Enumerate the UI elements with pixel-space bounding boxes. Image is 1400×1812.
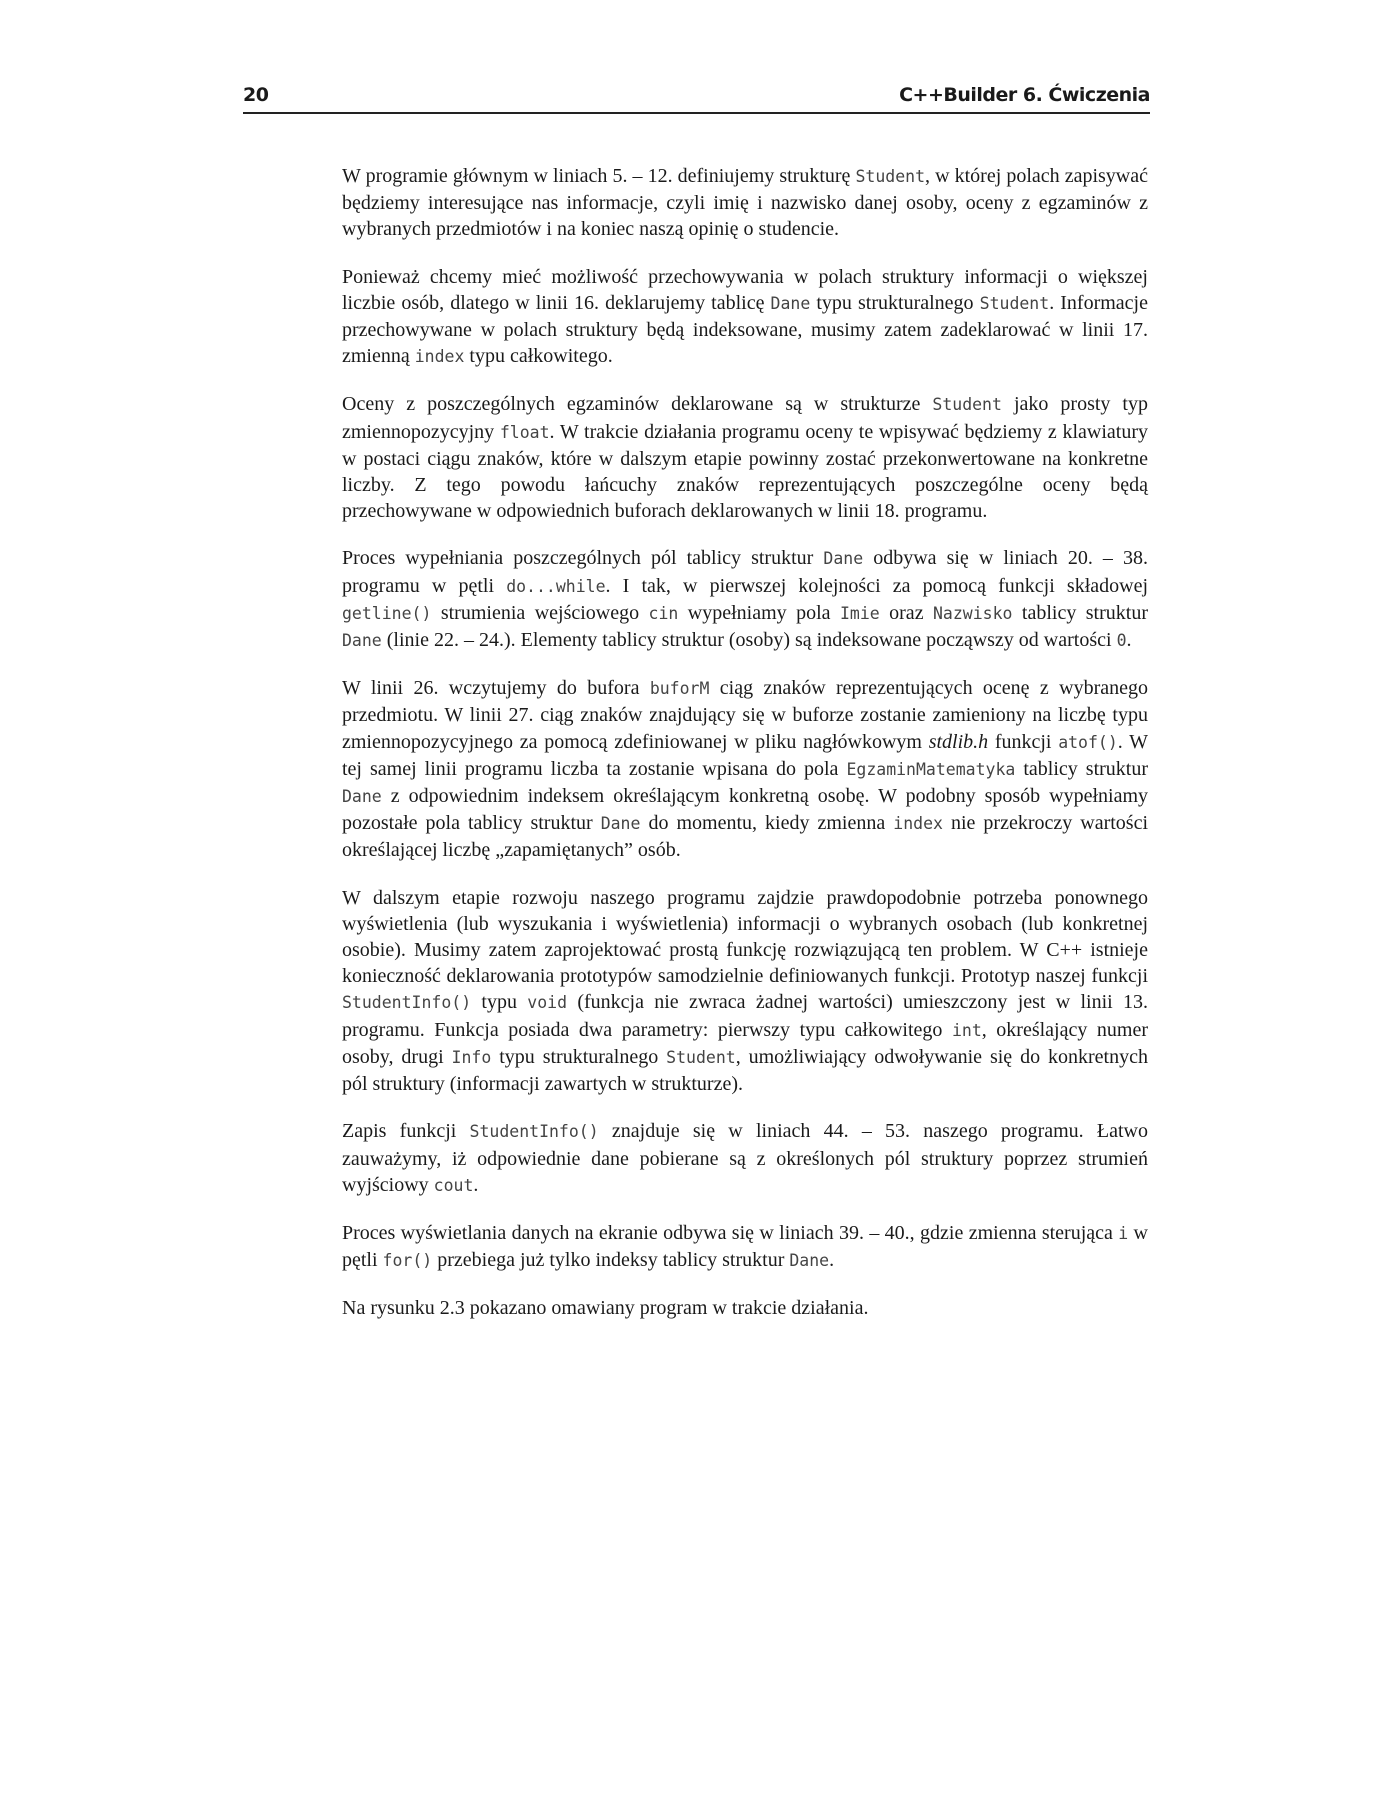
text-run: typu całkowitego. xyxy=(464,345,613,368)
inline-code: float xyxy=(499,422,550,442)
text-run: (funkcja nie zwraca żadnej wartości) umieszczony jest w linii 13. programu. Funkcja posiada dwa parametry: pierwszy typu całkowitego xyxy=(342,991,1149,1041)
paragraph xyxy=(342,264,1148,371)
body-text xyxy=(342,163,1148,1343)
inline-code: StudentInfo() xyxy=(469,1122,599,1142)
text-run: tablicy struktur xyxy=(1012,601,1148,624)
page-header xyxy=(243,84,1150,114)
text-run: ciąg znaków reprezentujących ocenę z wybranego przedmiotu. W linii 27. ciąg znaków znajdujący się w buforze zostanie zamieniony na liczbę typu zmiennopozycyjnego za pomocą zdefiniowanej w pliku nagłówkowym xyxy=(342,677,1148,753)
text-run: w pętli xyxy=(342,1221,1148,1272)
text-run: Na rysunku 2.3 pokazano omawiany program w trakcie działania. xyxy=(342,1297,869,1320)
inline-code: int xyxy=(951,1020,982,1040)
inline-code: Dane xyxy=(789,1251,830,1271)
inline-code: Dane xyxy=(342,787,382,807)
paragraph xyxy=(342,1295,1148,1321)
inline-code: Imie xyxy=(839,603,880,623)
inline-code: Dane xyxy=(823,549,864,569)
text-run: odbywa się w liniach 20. – 38. programu w pętli xyxy=(342,547,1148,597)
text-run: . W trakcie działania programu oceny te wpisywać będziemy z klawiatury w postaci ciągu znaków, które w dalszym etapie powinny zostać przekonwertowane na konkretne liczby. Z tego powodu łańcuchy znaków reprezentujących poszczególne oceny będą przechowywane w odpowiednich buforach deklarowanych w linii 18. programu. xyxy=(342,420,1148,523)
inline-code: Student xyxy=(932,395,1002,415)
inline-code: index xyxy=(893,814,943,834)
paragraph xyxy=(342,391,1148,524)
inline-code: atof() xyxy=(1058,732,1118,752)
text-run: strumienia wejściowego xyxy=(431,601,649,624)
inline-code: Student xyxy=(666,1047,736,1067)
paragraph xyxy=(342,1118,1148,1199)
text-run: znajduje się w liniach 44. – 53. naszego programu. Łatwo zauważymy, iż odpowiednie dane pobierane są z określonych pól struktury poprzez strumień wyjściowy xyxy=(342,1120,1148,1196)
inline-code: do...while xyxy=(506,576,606,596)
text-run: funkcji xyxy=(988,730,1059,753)
text-run: . W tej samej linii programu liczba ta zostanie wpisana do pola xyxy=(342,730,1149,780)
text-run: do momentu, kiedy zmienna xyxy=(640,812,894,835)
text-run: , określający numer osoby, drugi xyxy=(342,1018,1148,1068)
text-run: z odpowiednim indeksem określającym konkretną osobę. W podobny sposób wypełniamy pozostałe pola tablicy struktur xyxy=(342,785,1148,835)
text-run: typu xyxy=(471,991,528,1014)
running-title: C++Builder 6. Ćwiczenia xyxy=(899,84,1150,106)
text-run: , umożliwiający odwoływanie się do konkretnych pól struktury (informacji zawartych w strukturze). xyxy=(342,1045,1148,1096)
text-run: . xyxy=(829,1249,835,1272)
inline-code: Info xyxy=(451,1047,492,1067)
text-run: wypełniamy pola xyxy=(678,601,840,624)
text-run: nie przekroczy wartości określającej liczbę „zapamiętanych” osób. xyxy=(342,812,1149,862)
italic-text: stdlib.h xyxy=(928,730,989,753)
text-run: tablicy struktur xyxy=(1015,757,1149,780)
inline-code: buforM xyxy=(649,679,710,699)
text-run: W programie głównym w liniach 5. – 12. definiujemy strukturę xyxy=(342,165,856,187)
text-run: oraz xyxy=(879,601,933,624)
inline-code: cin xyxy=(648,603,679,623)
inline-code: EgzaminMatematyka xyxy=(846,759,1016,779)
inline-code: cout xyxy=(433,1175,474,1195)
text-run: (linie 22. – 24.). Elementy tablicy struktur (osoby) są indeksowane począwszy od wartości xyxy=(381,629,1117,652)
paragraph xyxy=(342,545,1148,654)
page-number: 20 xyxy=(243,84,269,106)
text-run: Oceny z poszczególnych egzaminów deklarowane są w strukturze xyxy=(342,393,933,416)
text-run: Proces wyświetlania danych na ekranie odbywa się w liniach 39. – 40., gdzie zmienna sterująca xyxy=(342,1221,1119,1244)
text-run: przebiega już tylko indeksy tablicy struktur xyxy=(432,1249,790,1272)
paragraph xyxy=(342,885,1148,1098)
text-run: . I tak, w pierwszej kolejności za pomocą funkcji składowej xyxy=(605,574,1149,597)
text-run: typu strukturalnego xyxy=(491,1045,667,1068)
text-run: W linii 26. wczytujemy do bufora xyxy=(342,677,650,700)
paragraph xyxy=(342,675,1148,863)
inline-code: Nazwisko xyxy=(933,603,1013,623)
text-run: jako prosty typ zmiennopozycyjny xyxy=(342,393,1148,443)
inline-code: Dane xyxy=(770,293,811,313)
text-run: . xyxy=(1126,629,1132,652)
inline-code: getline() xyxy=(342,603,432,623)
text-run: Zapis funkcji xyxy=(342,1120,470,1143)
inline-code: Dane xyxy=(600,814,641,834)
text-run: , w której polach zapisywać będziemy interesujące nas informacje, czyli imię i nazwisko danej osoby, oceny z egzaminów z wybranych przedmiotów i na koniec naszą opinię o studencie. xyxy=(342,165,1148,241)
paragraph xyxy=(342,1220,1148,1274)
inline-code: StudentInfo() xyxy=(342,993,472,1013)
text-run: Ponieważ chcemy mieć możliwość przechowywania w polach struktury informacji o większej liczbie osób, dlatego w linii 16. deklarujemy tablicę xyxy=(342,265,1148,314)
inline-code: Student xyxy=(979,293,1050,313)
text-run: Proces wypełniania poszczególnych pól tablicy struktur xyxy=(342,547,824,570)
text-run: typu strukturalnego xyxy=(810,291,980,314)
text-run: . Informacje przechowywane w polach struktury będą indeksowane, musimy zatem zadeklarować w linii 17. zmienną xyxy=(342,291,1148,368)
text-run: W dalszym etapie rozwoju naszego programu zajdzie prawdopodobnie potrzeba ponownego wyświetlenia (lub wyszukania i wyświetlenia) informacji o wybranych osobach (lub konkretnej osobie). Musimy zatem zaprojektować prostą funkcję rozwiązującą ten problem. W C++ istnieje konieczność deklarowania prototypów samodzielnie definiowanych funkcji. Prototyp naszej funkcji xyxy=(342,886,1148,988)
inline-code: void xyxy=(527,993,568,1013)
inline-code: index xyxy=(414,347,465,367)
text-run: . xyxy=(473,1173,479,1196)
inline-code: i xyxy=(1118,1223,1129,1243)
paragraph xyxy=(342,163,1148,243)
inline-code: for() xyxy=(382,1251,433,1271)
inline-code: Student xyxy=(855,167,926,186)
inline-code: Dane xyxy=(342,631,382,651)
inline-code: 0 xyxy=(1116,631,1127,651)
